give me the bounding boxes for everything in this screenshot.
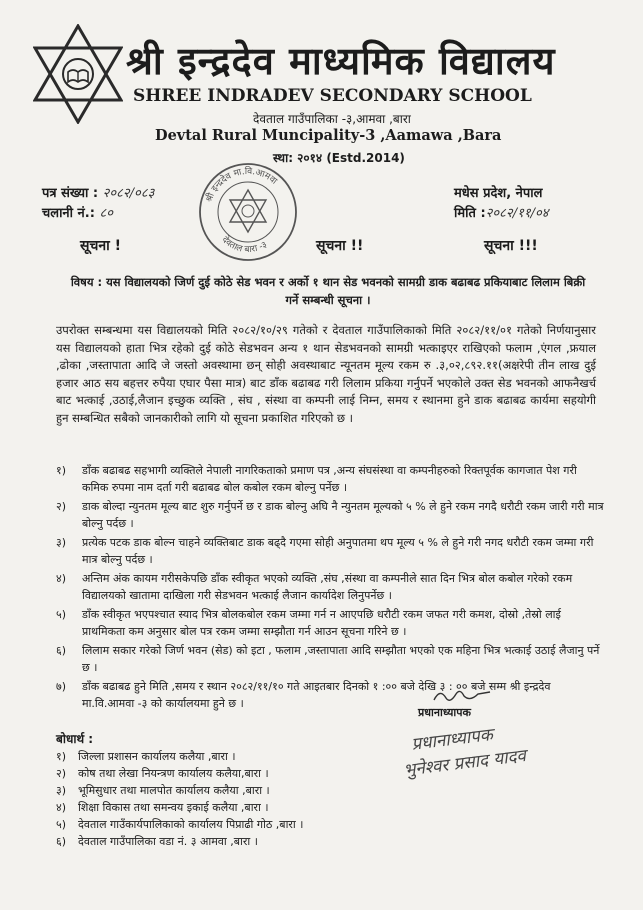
list-item-text: जिल्ला प्रशासन कार्यालय कलैया ,बारा । <box>78 750 236 763</box>
dispatch-label: चलानी नं.: <box>42 206 100 221</box>
seal-text-bottom: देवताल बारा -३ <box>219 234 270 256</box>
star-book-icon <box>33 24 123 124</box>
list-item <box>56 765 303 782</box>
signature-stamp-name: भुनेश्वर प्रसाद यादव <box>402 745 528 781</box>
subject-label: विषय : <box>70 275 107 289</box>
school-name-english: SHREE INDRADEV SECONDARY SCHOOL <box>133 86 532 106</box>
list-item-number: ५) <box>56 818 67 831</box>
list-item-text: कोष तथा लेखा नियन्त्रण कार्यालय कलैया,बारा । <box>78 767 269 780</box>
list-item-text: भूमिसुधार तथा मालपोत कार्यालय कलैया ,बारा । <box>78 784 270 797</box>
svg-text:श्री इन्द्रदेव मा.वि.आमवा <box>203 165 280 204</box>
list-item-number: ३) <box>56 536 67 549</box>
list-item-number: १) <box>56 750 67 763</box>
signatory-title: प्रधानाध्यापक <box>418 706 471 719</box>
reference-label: पत्र संख्या : <box>42 186 103 201</box>
date-value: २०८२/११/०४ <box>485 206 549 221</box>
cc-heading: बोधार्थ : <box>56 732 94 746</box>
reference-value: २०८२/०८३ <box>102 186 155 201</box>
list-item <box>56 462 606 496</box>
subject-text: यस विद्यालयको जिर्ण दुई कोठे सेड भवन र अर्को १ थान सेड भवनको सामग्री डाक बढाबढ प्रकियाबाट लिलाम बिक्री गर्ने सम्बन्धी सूचना । <box>106 275 586 307</box>
list-item-text: लिलाम सकार गरेको जिर्ण भवन (सेड) को इटा , फलाम ,जस्तापाता आदि सम्झौता भएको एक महिना भित्र भत्काई उठाई लैजानु पर्ने छ । <box>82 644 600 674</box>
date-label: मिति : <box>454 206 486 221</box>
dispatch-value: ८० <box>99 206 113 221</box>
official-seal <box>196 160 300 268</box>
address-english: Devtal Rural Muncipality-3 ,Aamawa ,Bara <box>155 127 502 144</box>
list-item-number: ७) <box>56 680 67 693</box>
list-item-text: शिक्षा विकास तथा समन्वय इकाई कलैया ,बारा । <box>78 801 269 814</box>
list-item <box>56 816 303 833</box>
svg-text:देवताल बारा -३ <box>220 234 269 255</box>
list-item-text: डाँक स्वीकृत भएपश्चात स्याद भित्र बोलकबोल रकम जम्मा गर्न न आएपछि धरौटी रकम जफत गरी कमश, दोस्रो ,तेस्रो लाई प्राथमिकता कम अनुसार बोल पत्र रकम जम्मा सम्झौता गर्न आउन सूचना गरिने छ । <box>82 608 561 638</box>
list-item-number: ४) <box>56 801 67 814</box>
school-name-nepali: श्री इन्द्रदेव माध्यमिक विद्यालय <box>126 39 556 83</box>
address-nepali: देवताल गाउँपालिका -३,आमवा ,बारा <box>253 112 411 126</box>
dispatch-number <box>42 203 113 221</box>
list-item-text: देवताल गाउँपालिका वडा नं. ३ आमवा ,बारा । <box>78 835 258 848</box>
list-item <box>56 642 606 676</box>
subject-line <box>66 273 590 309</box>
list-item <box>56 606 606 640</box>
list-item <box>56 748 303 765</box>
list-item-text: देवताल गाउँकार्यपालिकाको कार्यालय पिप्राढी गोठ ,बारा । <box>78 818 304 831</box>
list-item <box>56 570 606 604</box>
list-item <box>56 678 606 712</box>
list-item <box>56 534 606 568</box>
notice-heading-2: सूचना !! <box>316 238 364 254</box>
school-logo <box>33 24 123 128</box>
list-item-number: ३) <box>56 784 67 797</box>
letter-date <box>454 203 549 221</box>
list-item-number: ६) <box>56 835 67 848</box>
list-item-text: डाक बोल्दा न्युनतम मूल्य बाट शुरु गर्नुपर्ने छ र डाक बोल्नु अघि नै न्युनतम मूल्यको ५ % ले हुने रकम नगदै धरौटी रकम जारी गरी मात्र बोल्नु पर्दछ । <box>82 500 604 530</box>
list-item-number: ४) <box>56 572 67 585</box>
list-item-text: डाँक बढाबढ सहभागी व्यक्तिले नेपाली नागरिकताको प्रमाण पत्र ,अन्य संघसंस्था वा कम्पनीहरुको रिक्तपूर्वक कागजात पेश गरी कमिक रुपमा नाम दर्ता गरी बढाबढ बोल कबोल रकम बोल्नु पर्नेछ । <box>82 464 577 494</box>
list-item <box>56 833 303 850</box>
province: मधेस प्रदेश, नेपाल <box>454 186 543 201</box>
body-paragraph: उपरोक्त सम्बन्धमा यस विद्यालयको मिति २०८२/१०/२९ गतेको र देवताल गाउँपालिकाको मिति २०८२/११/०१ गतेको निर्णयानुसार यस विद्यालयको हाता भित्र रहेको दुई कोठे सेडभवन अन्य १ थान सेडभवनको सामग्री भत्काइएर राखिएको फलाम ,एंगल ,फ्रयाल ,ढोका ,जस्तापाता आदि जे जस्तो अवस्थामा छन् सोही अवस्थाबाट न्यूनतम मूल्य रकम रु .३,०२,८९२.११(अक्षरेपी तीन लाख दुई हजार आठ सय बहत्तर रुपैया एघार पैसा मात्र) बाट डाँक बढाबढ गरी लिलाम प्रकिया गर्नुपर्ने भएकोले उक्त सेड भवनको आफनैखर्च बाट भत्काई ,उठाई,लैजान इच्छुक व्यक्ति , संघ , संस्था वा कम्पनी लाई निम्न, समय र स्थानमा हुने डाक बढाबढ कार्यमा सहयोगी हुन सम्बन्धित सबैको जानकारीको लागि यो सूचना प्रकाशित गरिएको छ । <box>56 323 596 425</box>
list-item-number: २) <box>56 500 67 513</box>
list-item-text: प्रत्येक पटक डाक बोल्न चाहने व्यक्तिबाट डाक बढ्दै गएमा सोही अनुपातमा थप मूल्य ५ % ले हुने गरी नगद धरौटी रकम जम्मा गरी मात्र बोल्नु पर्दछ । <box>82 536 594 566</box>
list-item-number: १) <box>56 464 67 477</box>
list-item-number: ५) <box>56 608 67 621</box>
seal-text-top: श्री इन्द्रदेव मा.वि.आमवा <box>204 166 279 204</box>
list-item-number: २) <box>56 767 67 780</box>
cc-list <box>56 748 303 850</box>
signature-stamp-title: प्रधानाध्यापक <box>410 725 494 755</box>
list-item-text: अन्तिम अंक कायम गरीसकेपछि डाँक स्वीकृत भएको व्यक्ति ,संघ ,संस्था वा कम्पनीले सात दिन भित्र बोल कबोल गरेको रकम विद्यालयको खातामा दाखिला गरी सेडभवन भत्काई लैजान कार्यादेश लिनुपर्नेछ । <box>82 572 573 602</box>
list-item-text: डाँक बढाबढ हुने मिति ,समय र स्थान २०८२/११/१० गते आइतबार दिनको १ :०० बजे देखि ३ : ०० बजे सम्म श्री इन्द्रदेव मा.वि.आमवा -३ को कार्यालयमा हुने छ । <box>82 680 551 710</box>
notice-heading-1: सूचना ! <box>80 238 122 254</box>
auction-terms-list <box>56 462 606 714</box>
list-item <box>56 799 303 816</box>
list-item <box>56 782 303 799</box>
reference-number <box>42 183 154 201</box>
notice-heading-3: सूचना !!! <box>484 238 538 254</box>
list-item <box>56 498 606 532</box>
list-item-number: ६) <box>56 644 67 657</box>
established-year: स्था: २०१४ (Estd.2014) <box>273 151 405 165</box>
